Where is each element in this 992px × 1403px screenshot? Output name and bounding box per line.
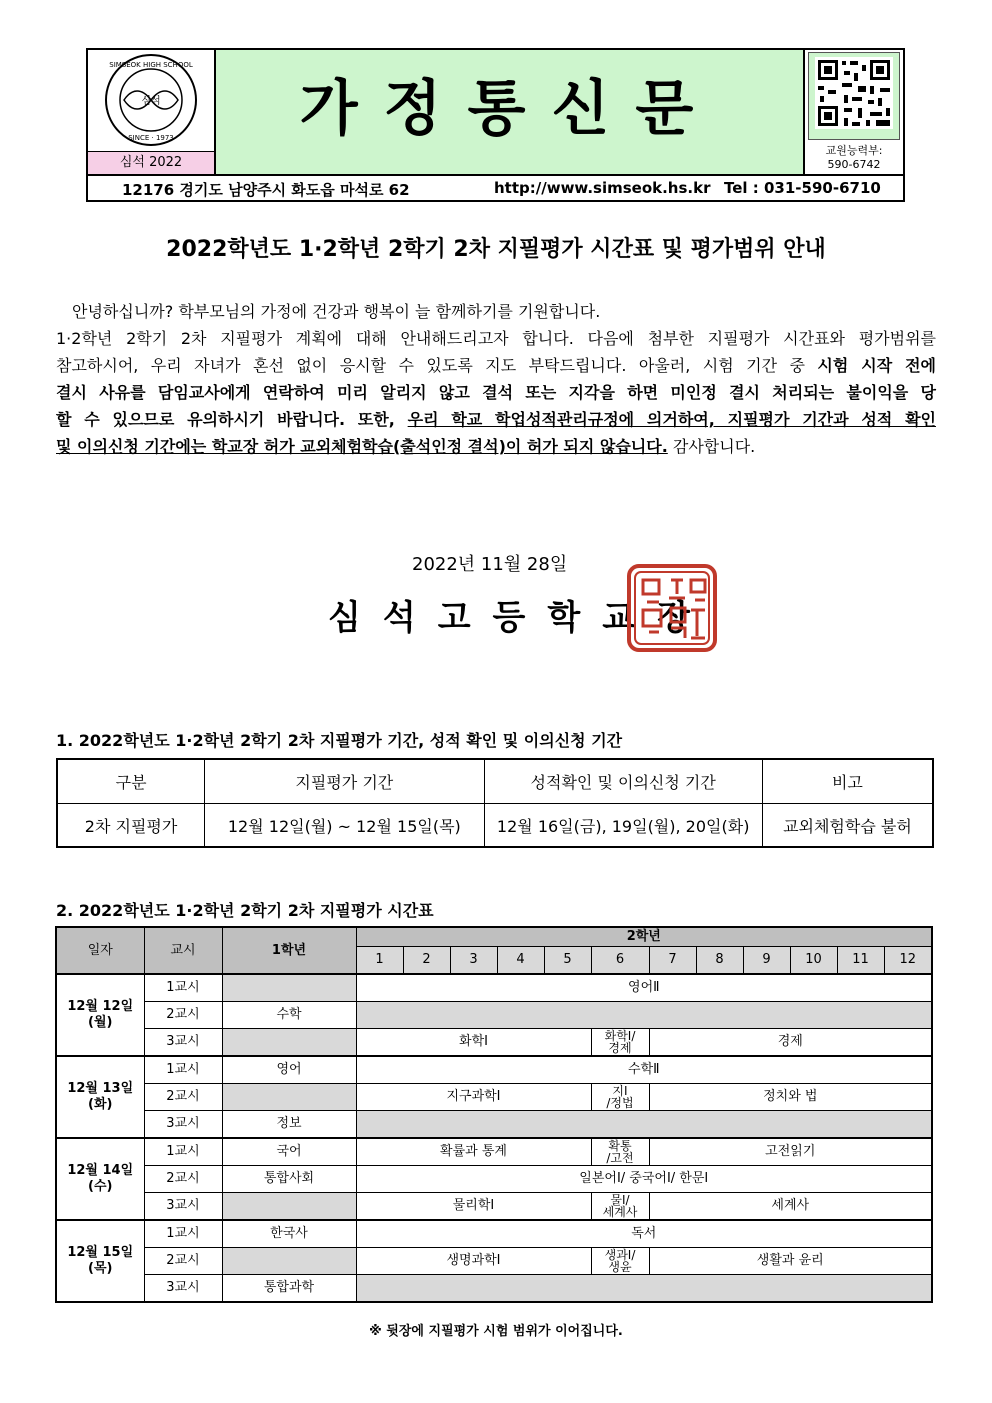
grade2-subject: 경제 xyxy=(649,1029,932,1057)
qr-caption xyxy=(805,144,903,172)
section1-heading: 1. 2022학년도 1·2학년 2학기 2차 지필평가 기간, 성적 확인 및 이의신청 기간 xyxy=(56,731,623,750)
logo-caption: 심석 2022 xyxy=(88,151,214,174)
school-logo-box xyxy=(88,50,216,174)
grade2-subject: 생활과 윤리 xyxy=(649,1248,932,1275)
exam-date xyxy=(56,1056,144,1138)
exam-date-text: 12월 15일 xyxy=(67,1245,134,1260)
split-line2: /고전 xyxy=(606,1151,634,1165)
exam-date xyxy=(56,1138,144,1220)
header-cell: 성적확인 및 이의신청 기간 xyxy=(484,759,762,804)
body-line-5a: 할 수 있으므로 유의하시기 바랍니다. 또한, xyxy=(56,410,408,429)
grade1-subject xyxy=(222,1248,356,1275)
table-row xyxy=(56,1138,932,1166)
period-cell: 3교시 xyxy=(144,1193,222,1221)
body-line-6b: 감사합니다. xyxy=(667,437,756,456)
body-line-4: 결시 사유를 담임교사에게 연락하여 미리 알리지 않고 결석 또는 지각을 하면 미인정 결시 처리되는 불이익을 당 xyxy=(56,383,936,402)
table-row xyxy=(56,974,932,1002)
footnote: ※ 뒷장에 지필평가 시험 범위가 이어집니다. xyxy=(369,1324,623,1339)
grade2-subject: 지구과학Ⅰ xyxy=(356,1084,591,1111)
grade1-subject: 정보 xyxy=(222,1111,356,1139)
greeting-line: 안녕하십니까? 학부모님의 가정에 건강과 행복이 늘 함께하기를 기원합니다. xyxy=(72,302,601,321)
split-line1: 지Ⅰ xyxy=(612,1084,628,1098)
qr-code-icon[interactable] xyxy=(809,53,899,139)
period-cell: 1교시 xyxy=(144,974,222,1002)
split-line2: 경제 xyxy=(608,1041,632,1055)
school-tel: Tel : 031-590-6710 xyxy=(724,179,881,197)
class-number: 9 xyxy=(743,947,790,975)
grade2-subject: 고전읽기 xyxy=(649,1138,932,1166)
header-grade2: 2학년 xyxy=(356,927,932,947)
header-grade1: 1학년 xyxy=(222,927,356,974)
period-cell: 1교시 xyxy=(144,1056,222,1084)
split-line2: 생윤 xyxy=(608,1260,632,1274)
qr-area xyxy=(805,50,903,174)
school-emblem-icon xyxy=(92,52,210,148)
body-line-3b: 시험 시작 전에 xyxy=(817,356,936,375)
table-row xyxy=(56,1111,932,1139)
table-row xyxy=(56,1275,932,1303)
letter-date: 2022년 11월 28일 xyxy=(412,554,568,575)
grade2-subject: 생명과학Ⅰ xyxy=(356,1248,591,1275)
split-line1: 확통 xyxy=(608,1139,632,1153)
grade2-subject: 물리학Ⅰ xyxy=(356,1193,591,1221)
exam-date-text: 12월 14일 xyxy=(67,1163,134,1178)
header-cell: 구분 xyxy=(57,759,205,804)
exam-dow: (화) xyxy=(88,1097,113,1112)
grade2-subject: 영어Ⅱ xyxy=(356,974,932,1002)
body-line-6a: 및 이의신청 기간에는 학교장 허가 교외체험학습(출석인정 결석)이 허가 되지 않습니다. xyxy=(56,437,668,456)
grade1-subject: 통합과학 xyxy=(222,1275,356,1303)
table-row xyxy=(56,1029,932,1057)
table-row xyxy=(56,1166,932,1193)
table-row xyxy=(56,1084,932,1111)
class-number: 8 xyxy=(696,947,743,975)
grade1-subject: 한국사 xyxy=(222,1220,356,1248)
logo-outer-text: SIMSEOK HIGH SCHOOL xyxy=(109,61,193,69)
header-period: 교시 xyxy=(144,927,222,974)
split-line1: 화학Ⅰ/ xyxy=(604,1029,636,1043)
school-url[interactable]: http://www.simseok.hs.kr xyxy=(494,179,711,197)
table-row xyxy=(56,1220,932,1248)
exam-dow: (월) xyxy=(88,1015,113,1030)
class-number: 2 xyxy=(403,947,450,975)
exam-dow: (목) xyxy=(88,1261,113,1276)
table-cell: 2차 지필평가 xyxy=(57,804,205,848)
grade2-subject-split xyxy=(591,1084,649,1111)
grade1-subject xyxy=(222,974,356,1002)
period-cell: 2교시 xyxy=(144,1084,222,1111)
table-header-row xyxy=(57,759,933,804)
grade1-subject: 영어 xyxy=(222,1056,356,1084)
class-number: 4 xyxy=(497,947,544,975)
grade2-subject-split xyxy=(591,1248,649,1275)
table-row xyxy=(56,1248,932,1275)
grade2-subject-split xyxy=(591,1029,649,1057)
period-cell: 3교시 xyxy=(144,1029,222,1057)
qr-frame xyxy=(808,52,900,140)
table-cell: 12월 12일(월) ~ 12월 15일(목) xyxy=(205,804,484,848)
class-number: 12 xyxy=(884,947,932,975)
body-line-6 xyxy=(56,433,936,460)
section2-heading: 2. 2022학년도 1·2학년 2학기 2차 지필평가 시간표 xyxy=(56,901,434,920)
header-date: 일자 xyxy=(56,927,144,974)
newsletter-title: 가정통신문 xyxy=(216,50,805,174)
body-line-2: 1·2학년 2학기 2차 지필평가 계획에 대해 안내해드리고자 합니다. 다음에 첨부한 지필평가 시간표와 평가범위를 xyxy=(56,329,936,348)
split-line1: 물Ⅰ/ xyxy=(610,1193,630,1207)
grade2-subject-split xyxy=(591,1138,649,1166)
qr-caption-line2: 590-6742 xyxy=(827,158,881,171)
period-cell: 2교시 xyxy=(144,1166,222,1193)
grade2-subject-split xyxy=(591,1193,649,1221)
period-cell: 3교시 xyxy=(144,1275,222,1303)
grade1-subject: 통합사회 xyxy=(222,1166,356,1193)
grade1-subject xyxy=(222,1029,356,1057)
grade2-subject: 세계사 xyxy=(649,1193,932,1221)
class-number: 5 xyxy=(544,947,591,975)
class-number: 10 xyxy=(790,947,837,975)
contact-bar xyxy=(88,174,903,200)
exam-period-table xyxy=(56,758,934,848)
grade2-subject: 정치와 법 xyxy=(649,1084,932,1111)
period-cell: 2교시 xyxy=(144,1248,222,1275)
exam-date-text: 12월 13일 xyxy=(67,1081,134,1096)
class-number: 3 xyxy=(450,947,497,975)
letterhead xyxy=(86,48,905,202)
body-line-3 xyxy=(56,352,936,379)
table-row xyxy=(56,1056,932,1084)
exam-dow: (수) xyxy=(88,1179,113,1194)
table-cell: 12월 16일(금), 19일(월), 20일(화) xyxy=(484,804,762,848)
qr-caption-line1: 교원능력부: xyxy=(825,144,883,157)
split-line2: 세계사 xyxy=(602,1205,638,1219)
header-cell: 지필평가 기간 xyxy=(205,759,484,804)
school-address: 12176 경기도 남양주시 화도읍 마석로 62 xyxy=(122,181,410,199)
class-number: 1 xyxy=(356,947,403,975)
body-line-3a: 참고하시어, 우리 자녀가 혼선 없이 응시할 수 있도록 지도 부탁드립니다. 아울러, 시험 기간 중 xyxy=(56,356,818,375)
schedule-header-row xyxy=(56,927,932,947)
grade2-empty xyxy=(356,1002,932,1029)
exam-schedule-table xyxy=(55,926,933,1303)
grade1-subject: 수학 xyxy=(222,1002,356,1029)
grade2-subject: 확률과 통계 xyxy=(356,1138,591,1166)
split-line1: 생과Ⅰ/ xyxy=(604,1248,636,1262)
table-row xyxy=(56,1193,932,1221)
grade2-empty xyxy=(356,1275,932,1303)
class-number: 6 xyxy=(591,947,649,975)
document-title: 2022학년도 1·2학년 2학기 2차 지필평가 시간표 및 평가범위 안내 xyxy=(166,237,826,262)
official-seal-icon xyxy=(625,562,719,654)
table-cell: 교외체험학습 불허 xyxy=(762,804,933,848)
logo-since-text: SINCE · 1973 xyxy=(128,134,174,142)
grade1-subject xyxy=(222,1193,356,1221)
logo-center-text: 심석 xyxy=(141,96,161,107)
body-line-5b: 우리 학교 학업성적관리규정에 의거하여, 지필평가 기간과 성적 확인 xyxy=(407,410,936,429)
grade2-subject: 화학Ⅰ xyxy=(356,1029,591,1057)
exam-date xyxy=(56,974,144,1056)
period-cell: 3교시 xyxy=(144,1111,222,1139)
period-cell: 1교시 xyxy=(144,1138,222,1166)
exam-date-text: 12월 12일 xyxy=(67,999,134,1014)
class-number: 7 xyxy=(649,947,696,975)
body-line-5 xyxy=(56,406,936,433)
grade2-empty xyxy=(356,1111,932,1139)
table-row xyxy=(57,804,933,848)
exam-date xyxy=(56,1220,144,1302)
grade2-subject: 수학Ⅱ xyxy=(356,1056,932,1084)
period-cell: 1교시 xyxy=(144,1220,222,1248)
split-line2: /정법 xyxy=(606,1096,634,1110)
table-row xyxy=(56,1002,932,1029)
grade1-subject xyxy=(222,1084,356,1111)
principal-signature: 심석고등학교장 xyxy=(328,598,712,638)
header-cell: 비고 xyxy=(762,759,933,804)
period-cell: 2교시 xyxy=(144,1002,222,1029)
grade2-subject: 독서 xyxy=(356,1220,932,1248)
grade1-subject: 국어 xyxy=(222,1138,356,1166)
class-number: 11 xyxy=(837,947,884,975)
grade2-subject: 일본어Ⅰ/ 중국어Ⅰ/ 한문Ⅰ xyxy=(356,1166,932,1193)
